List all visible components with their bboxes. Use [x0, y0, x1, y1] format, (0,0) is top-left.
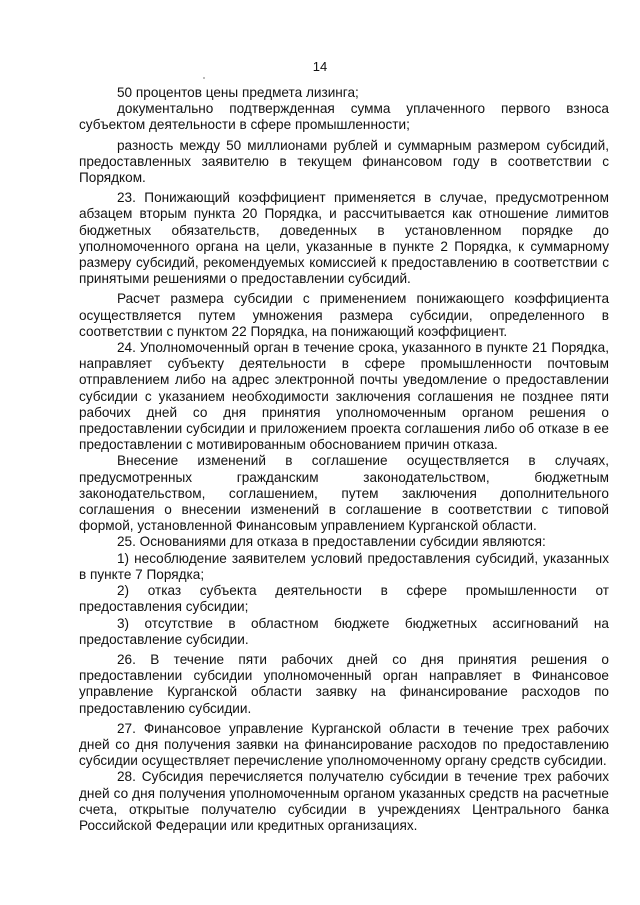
- paragraph-lease-price: 50 процентов цены предмета лизинга;: [117, 85, 359, 100]
- document-body: [79, 85, 609, 834]
- paragraph-24: 24. Уполномоченный орган в течение срока, указанного в пункте 21 Порядка, направляет субъекту деятельности в сфере промышленности почтовым отправлением либо на адрес электронной почты уведомление о предоставлении субсидии с указанием необходимости заключения соглашения не позднее пяти рабочих дней со дня принятия уполномоченным органом решения о предоставлении субсидии и приложением проекта соглашения либо об отказе в ее предоставлении с мотивированным обоснованием причин отказа.: [79, 340, 609, 453]
- scan-speck: [203, 77, 205, 79]
- refusal-reason-1: 1) несоблюдение заявителем условий предоставления субсидий, указанных в пункте 7 Порядка;: [79, 550, 609, 582]
- paragraph-28: 28. Субсидия перечисляется получателю субсидии в течение трех рабочих дней со дня получения уполномоченным органом указанных средств на расчетные счета, открытые получателю субсидии в учреждениях Центрального банка Российской Федерации или кредитных организациях.: [79, 769, 609, 833]
- paragraph-difference: разность между 50 миллионами рублей и суммарным размером субсидий, предоставленных заявителю в текущем финансовом году в соответствии с Порядком.: [79, 137, 609, 186]
- refusal-reason-2: 2) отказ субъекта деятельности в сфере промышленности от предоставления субсидии;: [79, 583, 609, 615]
- paragraph-25: 25. Основаниями для отказа в предоставлении субсидии являются:: [117, 534, 546, 550]
- paragraph-26: 26. В течение пяти рабочих дней со дня принятия решения о предоставлении субсидии уполномоченный орган направляет в Финансовое управление Курганской области заявку на финансирование расходов по предоставлению субсидии.: [79, 651, 609, 716]
- paragraph-23: 23. Понижающий коэффициент применяется в случае, предусмотренном абзацем вторым пункта 20 Порядка, и рассчитывается как отношение лимитов бюджетных обязательств, доведенных в установленном порядке до уполномоченного органа на цели, указанные в пункте 2 Порядка, к суммарному размеру субсидий, рекомендуемых комиссией к предоставлению в соответствии с принятыми решениями о предоставлении субсидий.: [79, 190, 609, 287]
- page-number: 14: [312, 59, 328, 74]
- paragraph-amendments: Внесение изменений в соглашение осуществляется в случаях, предусмотренных гражданским законодательством, бюджетным законодательством, соглашением, путем заключения дополнительного соглашения о внесении изменений в соглашение в соответствии с типовой формой, установленной Финансовым управлением Курганской области.: [79, 453, 609, 534]
- refusal-reason-3: 3) отсутствие в областном бюджете бюджетных ассигнований на предоставление субсидии.: [79, 615, 609, 647]
- paragraph-27: 27. Финансовое управление Курганской области в течение трех рабочих дней со дня получения заявки на финансирование расходов по предоставлению субсидии осуществляет перечисление уполномоченному органу средств субсидии.: [79, 720, 609, 769]
- paragraph-calculation: Расчет размера субсидии с применением понижающего коэффициента осуществляется путем умножения размера субсидии, определенного в соответствии с пунктом 22 Порядка, на понижающий коэффициент.: [79, 291, 609, 339]
- paragraph-first-payment: документально подтвержденная сумма уплаченного первого взноса субъектом деятельности в сфере промышленности;: [79, 101, 609, 133]
